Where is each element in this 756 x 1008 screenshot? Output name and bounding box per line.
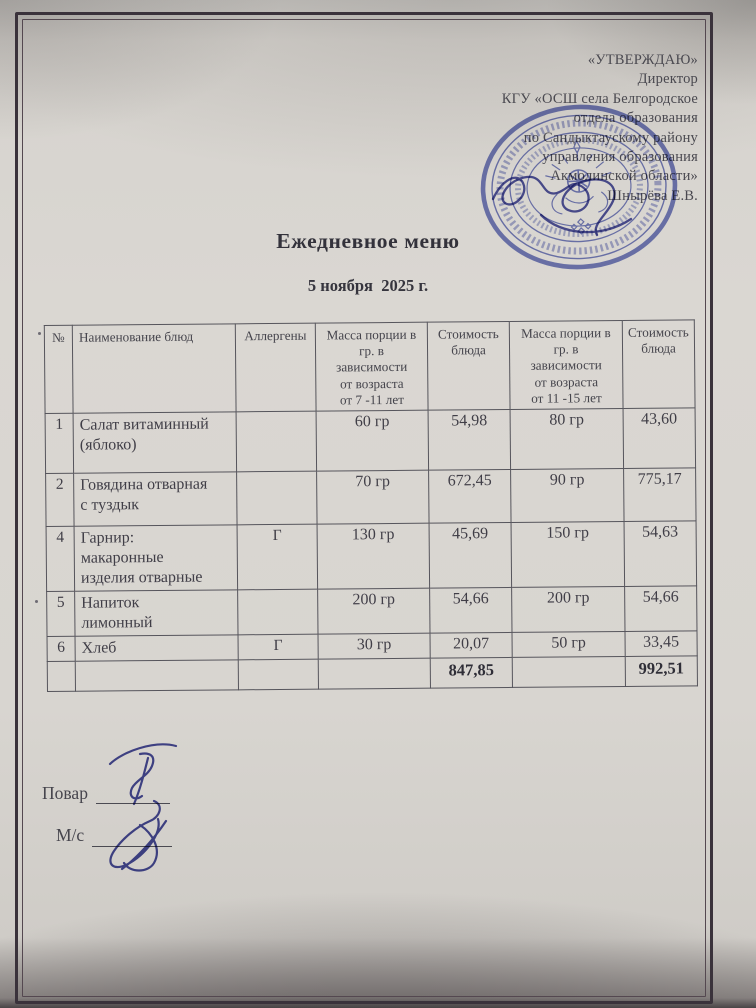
menu-table-wrap [44, 319, 698, 692]
cost-11-15: 54,63 [624, 521, 697, 587]
row-num: 6 [47, 636, 75, 661]
table-row [45, 408, 695, 474]
mass-7-11: 130 гр [317, 523, 430, 589]
cook-label: Повар [42, 783, 88, 803]
cost-11-15: 775,17 [624, 468, 696, 522]
menu-date: 5 ноября 2025 г. [307, 276, 429, 295]
director-name: Шнырёва Е.В. [607, 187, 698, 204]
speck-artifact [38, 332, 41, 335]
table-row [47, 586, 697, 637]
dish-name: Напиток лимонный [75, 590, 238, 636]
approval-line: по Сандыктаускому району [523, 129, 698, 146]
header-mass-11-15: Масса порции в гр. в зависимости от возраста от 11 -15 лет [509, 320, 623, 409]
dish-name: Хлеб [75, 635, 238, 661]
mass-7-11: 70 гр [317, 470, 429, 524]
approval-line: управления образования [542, 149, 698, 166]
table-header-row [44, 320, 695, 414]
dish-name: Говядина отварная с туздык [74, 472, 237, 526]
table-total-row [47, 656, 697, 692]
mass-7-11: 60 гр [316, 410, 429, 471]
total-empty-cell [512, 656, 625, 687]
total-cost-11-15: 992,51 [625, 656, 697, 687]
row-num: 1 [45, 413, 74, 473]
nurse-label: М/с [56, 825, 85, 845]
table-row [46, 521, 697, 592]
approval-line: отдела образования [573, 110, 698, 127]
mass-11-15: 80 гр [510, 408, 624, 469]
header-allergens: Аллергены [235, 323, 316, 412]
approval-line: «УТВЕРЖДАЮ» [587, 52, 698, 68]
dish-name: Салат витаминный (яблоко) [73, 412, 237, 473]
cost-7-11: 54,66 [430, 587, 512, 633]
mass-11-15: 150 гр [511, 521, 625, 587]
mass-11-15: 90 гр [511, 468, 624, 522]
header-num: № [44, 325, 73, 413]
header-mass-7-11: Масса порции в гр. в зависимости от возраста от 7 -11 лет [315, 322, 428, 411]
cost-7-11: 54,98 [428, 409, 511, 470]
total-empty-cell [75, 660, 238, 691]
table-row [46, 468, 696, 527]
nurse-signature [88, 795, 198, 877]
header-cost-1: Стоимость блюда [427, 321, 510, 410]
mass-11-15: 200 гр [512, 586, 625, 632]
row-num: 5 [47, 591, 75, 636]
approval-line: Директор [637, 71, 698, 88]
cost-7-11: 45,69 [429, 522, 512, 588]
total-empty-cell [318, 658, 430, 689]
mass-11-15: 50 гр [512, 631, 625, 657]
cost-11-15: 33,45 [625, 631, 697, 657]
cost-7-11: 672,45 [429, 469, 511, 523]
allergen-value [237, 471, 317, 525]
mass-7-11: 30 гр [318, 633, 430, 659]
approval-line: КГУ «ОСШ села Белгородское [501, 90, 698, 107]
approval-line: Акмолинской области» [550, 168, 698, 185]
header-cost-2: Стоимость блюда [622, 320, 695, 409]
header-dish: Наименование блюд [72, 324, 236, 413]
menu-table [44, 319, 698, 692]
cost-11-15: 43,60 [623, 408, 696, 469]
page-title: Ежедневное меню [276, 229, 460, 253]
total-cost-7-11: 847,85 [430, 657, 512, 688]
allergen-value: Г [237, 524, 318, 590]
total-empty-cell [47, 661, 75, 691]
cost-7-11: 20,07 [430, 632, 512, 658]
mass-7-11: 200 гр [318, 588, 430, 634]
row-num: 4 [46, 526, 75, 591]
allergen-value: Г [238, 634, 318, 660]
speck-artifact [35, 600, 38, 603]
row-num: 2 [46, 473, 74, 526]
dish-name: Гарнир: макаронные изделия отварные [74, 525, 238, 591]
allergen-value [238, 589, 318, 635]
total-empty-cell [238, 659, 318, 690]
allergen-value [236, 411, 317, 472]
cost-11-15: 54,66 [625, 586, 697, 632]
